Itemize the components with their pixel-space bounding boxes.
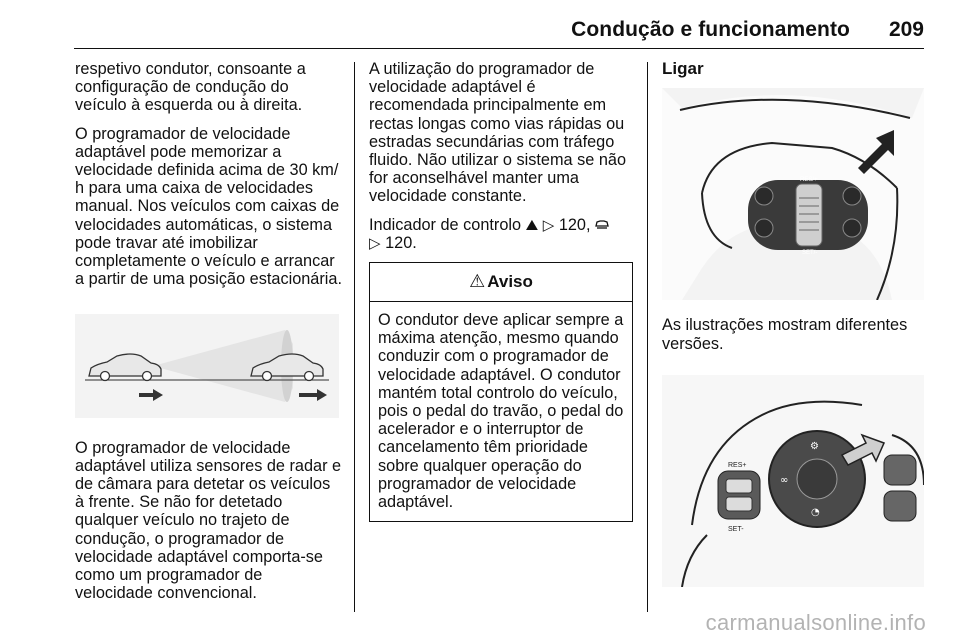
radar-detection-illustration <box>75 314 339 418</box>
direction-arrow-icon <box>139 389 327 401</box>
car-icon: ⛰ <box>525 215 539 234</box>
page-header <box>0 0 960 52</box>
page-number: 209 <box>888 18 924 41</box>
warning-triangle-icon: ⚠ <box>469 270 486 292</box>
col1-paragraph-1: respetivo condutor, consoante a configuração de condução do veículo à esquerda ou à direita. <box>75 60 306 115</box>
col1-paragraph-3: O programador de velocidade adaptável utiliza sensores de radar e de câmara para detetar os veículos à frente. Se não for detetado qualquer veículo no trajeto de condução, o programador de velocidade adaptável comporta-se como um programador de velocidade convencional. <box>75 438 342 603</box>
steering-wheel-controls-illustration-1 <box>662 88 924 300</box>
section-title: Condução e funcionamento <box>571 18 850 41</box>
svg-text:∞: ∞ <box>780 474 789 486</box>
figure-caption: As ilustrações mostram diferentes versões. <box>662 316 908 353</box>
reference-page-2: 120. <box>385 233 417 252</box>
page-ref-arrow-icon: ▷ <box>369 233 381 252</box>
rear-car-icon <box>89 354 161 381</box>
round-control-pad <box>769 431 865 527</box>
svg-text:◔: ◔ <box>811 506 820 518</box>
adaptive-cruise-icon <box>595 218 609 230</box>
warning-title: Aviso <box>487 271 533 291</box>
section-heading-ligar: Ligar <box>662 59 704 78</box>
watermark: carmanualsonline.info <box>705 610 926 635</box>
column-1 <box>75 60 343 612</box>
control-pad <box>748 177 868 256</box>
svg-text:⚙: ⚙ <box>810 440 819 452</box>
reference-page-1: 120, <box>558 215 591 234</box>
res-label: RES/+ <box>800 177 818 184</box>
column-3 <box>662 60 927 591</box>
column-divider-2 <box>647 62 648 612</box>
warning-text: O condutor deve aplicar sempre a máxima atenção, mesmo quando conduzir com o programador de velocidade adaptável. O condutor mantém total controlo do veículo, pois o pedal do travão, o pedal do acelerador e o interruptor de cancelamento têm prioridade sobre qualquer operação do programador de velocidade adaptável. <box>378 311 624 512</box>
warning-header <box>370 263 632 302</box>
warning-box <box>369 262 633 522</box>
col1-paragraph-2: O programador de velocidade adaptável pode memorizar a velocidade definida acima de 30 km/ h para uma caixa de velocidades manual. Nos veículos com caixas de velocidades automáticas, o sistema pode travar até imobilizar completamente o veículo e arrancar a partir de uma posição estacionária. <box>75 124 342 289</box>
header-rule <box>74 48 924 49</box>
column-2 <box>369 60 635 522</box>
col2-paragraph-1: A utilização do programador de velocidade adaptável é recomendada principalmente em rectas longas como vias rápidas ou estradas secundárias com tráfego fluido. Não utilizar o sistema se não for aconselhável manter uma velocidade constante. <box>369 60 627 206</box>
steering-wheel-controls-illustration-2 <box>662 375 924 587</box>
res-label: RES+ <box>728 461 747 469</box>
set-label: SET- <box>728 525 744 533</box>
column-divider-1 <box>354 62 355 612</box>
page-ref-arrow-icon: ▷ <box>542 215 555 234</box>
set-label: SET/- <box>802 250 818 257</box>
indicator-reference <box>369 216 635 252</box>
indicator-label: Indicador de controlo <box>369 215 522 234</box>
